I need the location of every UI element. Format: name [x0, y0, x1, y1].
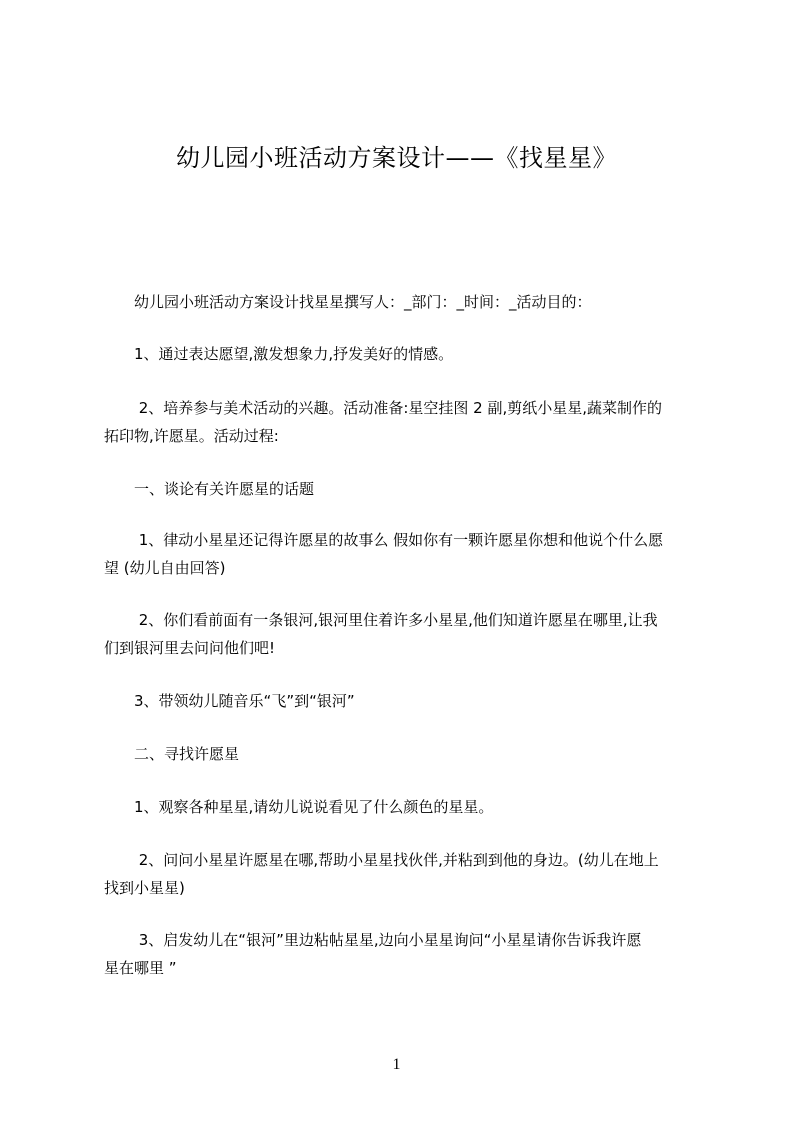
- paragraph-line: 2、你们看前面有一条银河,银河里住着许多小星星,他们知道许愿星在哪里,让我: [104, 611, 658, 629]
- paragraph-step-2-2: [104, 846, 704, 902]
- paragraph-line: 1、律动小星星还记得许愿星的故事么 假如你有一颗许愿星你想和他说个什么愿: [104, 531, 664, 549]
- paragraph-step-2-3: [104, 926, 704, 982]
- paragraph-goal-1: [104, 340, 704, 368]
- paragraph-line: 拓印物,许愿星。活动过程:: [104, 427, 279, 445]
- document-title: 幼儿园小班活动方案设计——《找星星》: [176, 144, 617, 172]
- paragraph-line: 幼儿园小班活动方案设计找星星撰写人：_部门：_时间：_活动目的：: [104, 293, 592, 311]
- paragraph-purpose: [104, 288, 704, 316]
- paragraph-line: 3、启发幼儿在“银河”里边粘帖星星,边向小星星询问“小星星请你告诉我许愿: [104, 931, 642, 949]
- paragraph-step-2-1: [104, 793, 704, 821]
- paragraph-goal-2: [104, 394, 704, 450]
- paragraph-line: 一、谈论有关许愿星的话题: [104, 480, 315, 498]
- paragraph-line: 望 (幼儿自由回答): [104, 559, 226, 577]
- section-heading-1: [104, 475, 704, 503]
- section-heading-2: [104, 740, 704, 768]
- paragraph-line: 们到银河里去问问他们吧!: [104, 639, 276, 657]
- paragraph-line: 2、培养参与美术活动的兴趣。活动准备:星空挂图 2 副,剪纸小星星,蔬菜制作的: [104, 399, 662, 417]
- paragraph-line: 3、带领幼儿随音乐“飞”到“银河”: [104, 692, 355, 710]
- paragraph-line: 二、寻找许愿星: [104, 745, 240, 763]
- paragraph-line: 2、问问小星星许愿星在哪,帮助小星星找伙伴,并粘到到他的身边。(幼儿在地上: [104, 851, 659, 869]
- paragraph-line: 1、观察各种星星,请幼儿说说看见了什么颜色的星星。: [104, 798, 494, 816]
- paragraph-line: 找到小星星): [104, 879, 185, 897]
- paragraph-step-1-1: [104, 526, 704, 582]
- page-number: 1: [392, 1056, 401, 1073]
- paragraph-line: 星在哪里 ”: [104, 959, 177, 977]
- paragraph-step-1-3: [104, 687, 704, 715]
- paragraph-line: 1、通过表达愿望,激发想象力,抒发美好的情感。: [104, 345, 454, 363]
- paragraph-step-1-2: [104, 606, 704, 662]
